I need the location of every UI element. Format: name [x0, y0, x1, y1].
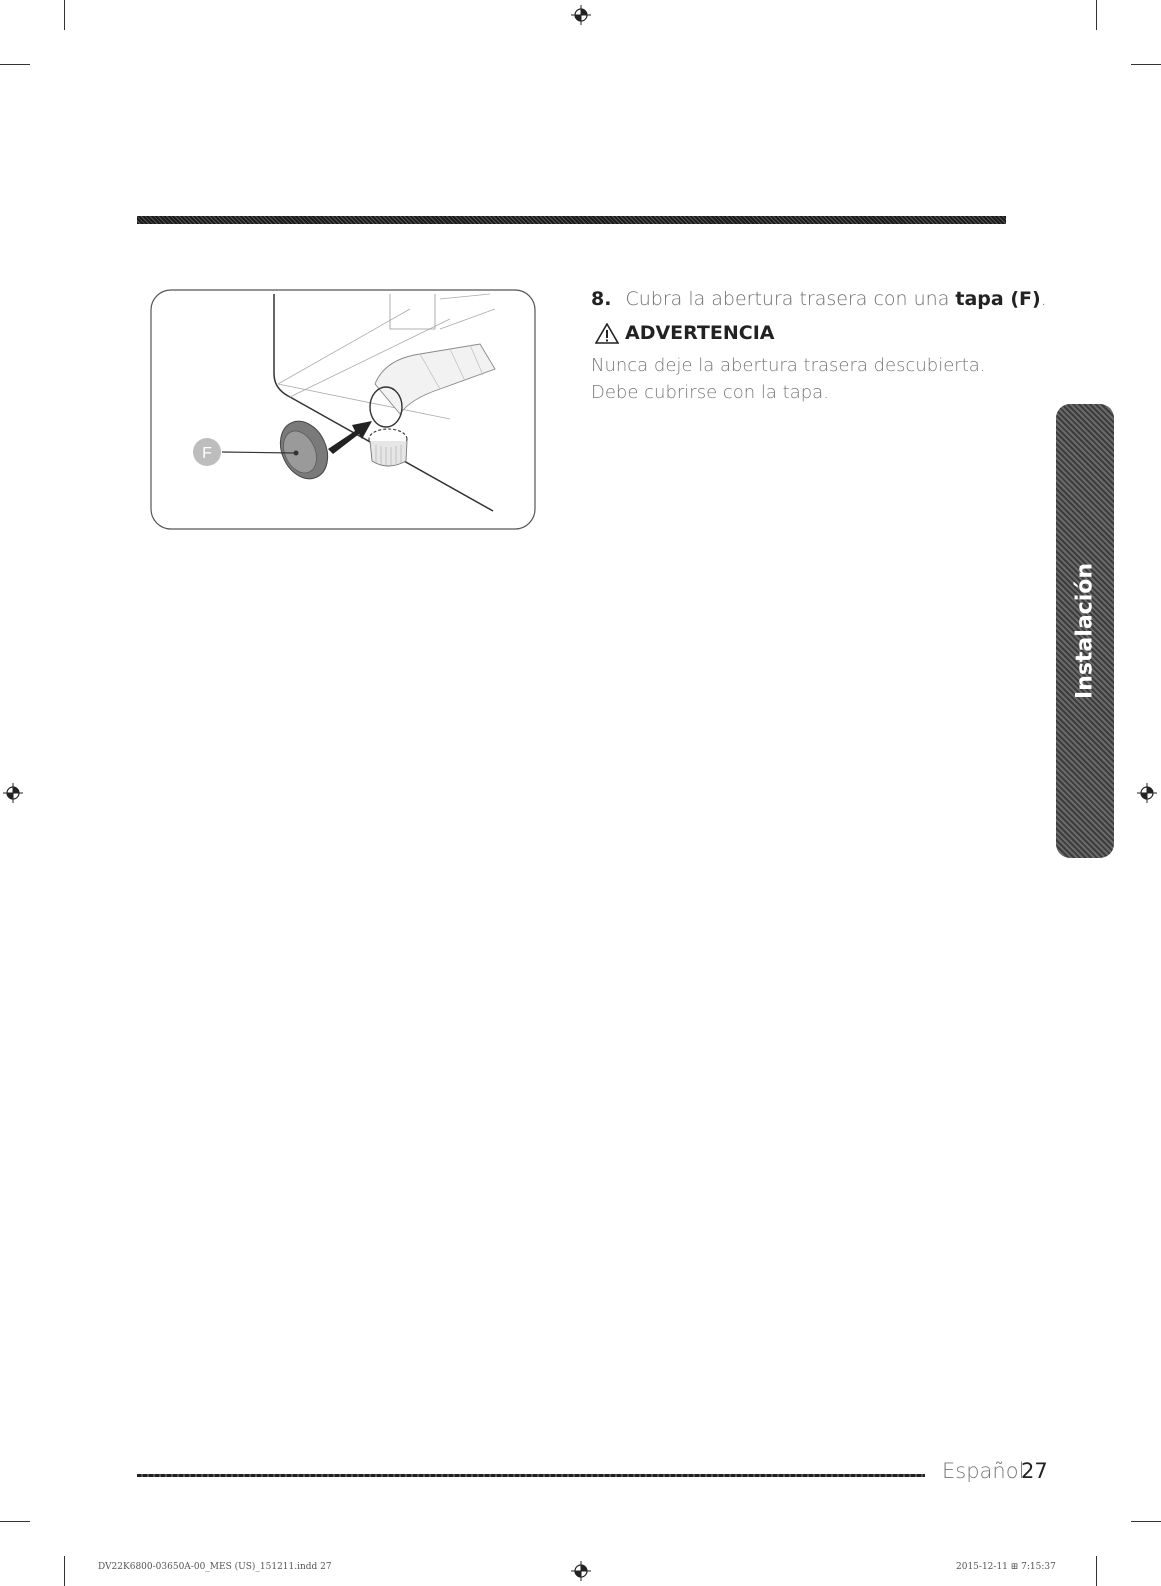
step-bold-text: tapa (F): [955, 288, 1041, 310]
section-header-bar: [137, 216, 1006, 224]
warning-heading: [595, 322, 775, 344]
side-tab-label: Instalación: [1072, 562, 1098, 700]
crop-mark: [1096, 0, 1097, 30]
registration-mark-icon: [571, 1561, 591, 1581]
crop-mark: [0, 64, 30, 65]
warning-body: Nunca deje la abertura trasera descubierta. Debe cubrirse con la tapa.: [591, 355, 986, 403]
step-text-end: .: [1040, 288, 1047, 310]
crop-mark: [1131, 1521, 1161, 1522]
warning-title: ADVERTENCIA: [625, 322, 775, 344]
footer-rule: [137, 1474, 925, 1477]
print-slug-file: DV22K6800-03650A-00_MES (US)_151211.indd 27: [98, 1562, 332, 1572]
page-number: 27: [1021, 1459, 1048, 1483]
registration-mark-icon: [3, 783, 23, 803]
print-slug-timestamp: 2015-12-11 ⊞ 7:15:37: [956, 1562, 1056, 1572]
callout-label-f: F: [202, 445, 212, 462]
footer-language: Español: [942, 1459, 1025, 1483]
crop-mark: [1131, 64, 1161, 65]
section-side-tab: [1056, 404, 1114, 858]
step-text: Cubra la abertura trasera con una: [625, 288, 956, 310]
rear-opening-cap-illustration: [150, 289, 536, 530]
crop-mark: [1096, 1556, 1097, 1586]
warning-triangle-icon: [595, 323, 619, 344]
registration-mark-icon: [1137, 783, 1157, 803]
crop-mark: [0, 1521, 30, 1522]
crop-mark: [64, 1556, 65, 1586]
registration-mark-icon: [571, 5, 591, 25]
step-number: 8.: [591, 288, 612, 310]
step-8: [591, 288, 1047, 310]
crop-mark: [64, 0, 65, 30]
